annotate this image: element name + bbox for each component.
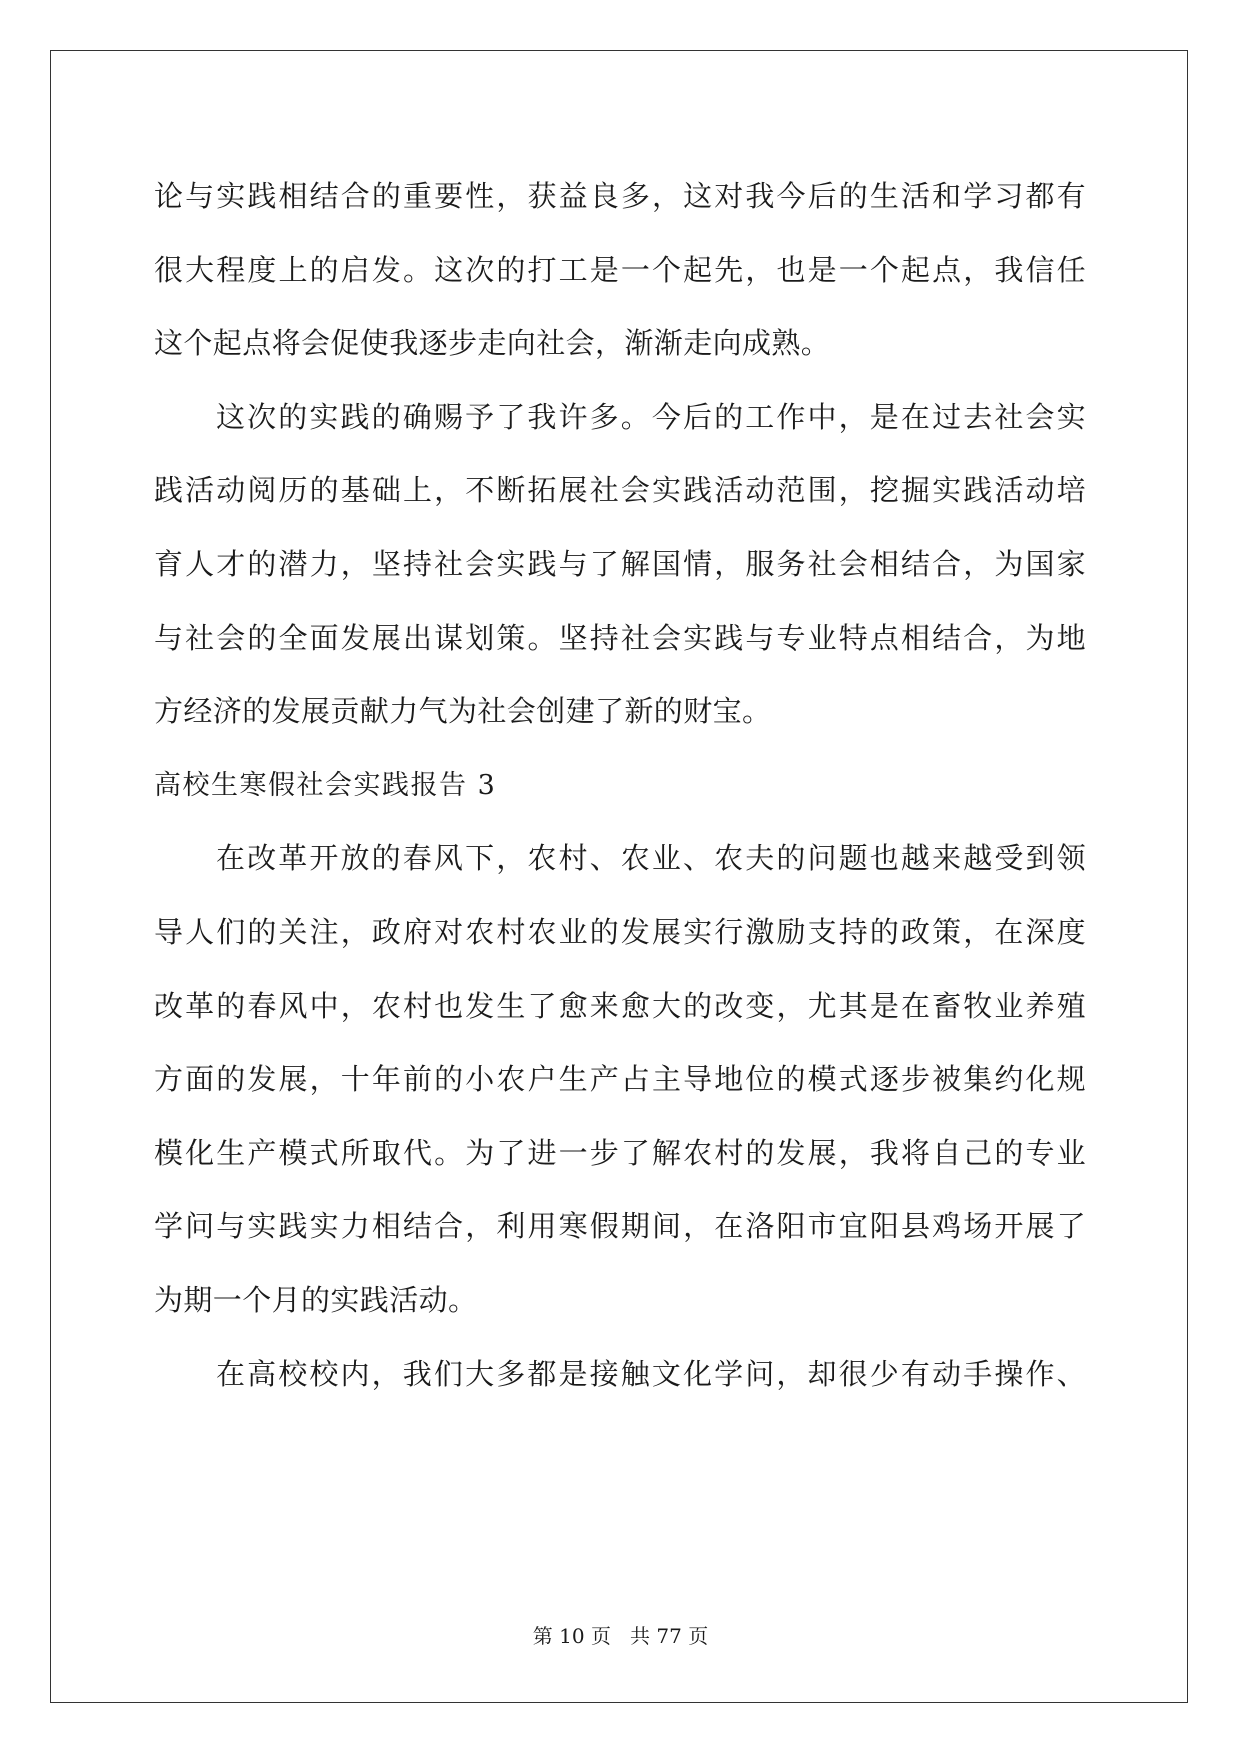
text-line: 导人们的关注，政府对农村农业的发展实行激励支持的政策，在深度 — [154, 914, 1086, 949]
text-line: 在高校校内，我们大多都是接触文化学问，却很少有动手操作、 — [216, 1356, 1086, 1391]
page-footer — [0, 1620, 1241, 1649]
page-number: 第 10 页 — [532, 1624, 611, 1648]
text-line: 方面的发展，十年前的小农户生产占主导地位的模式逐步被集约化规 — [154, 1062, 1086, 1097]
text-line: 这个起点将会促使我逐步走向社会，渐渐走向成熟。 — [154, 326, 831, 361]
text-line: 在改革开放的春风下，农村、农业、农夫的问题也越来越受到领 — [216, 841, 1086, 876]
text-line: 论与实践相结合的重要性，获益良多，这对我今后的生活和学习都有 — [154, 179, 1086, 213]
document-body — [154, 160, 1086, 1411]
section-heading: 高校生寒假社会实践报告 3 — [154, 769, 497, 801]
text-line: 模化生产模式所取代。为了进一步了解农村的发展，我将自己的专业 — [154, 1135, 1086, 1170]
text-line: 这次的实践的确赐予了我许多。今后的工作中，是在过去社会实 — [216, 399, 1086, 434]
text-line: 方经济的发展贡献力气为社会创建了新的财宝。 — [154, 694, 772, 729]
text-line: 育人才的潜力，坚持社会实践与了解国情，服务社会相结合，为国家 — [154, 546, 1086, 581]
text-line: 很大程度上的启发。这次的打工是一个起先，也是一个起点，我信任 — [154, 252, 1086, 287]
text-line: 践活动阅历的基础上，不断拓展社会实践活动范围，挖掘实践活动培 — [154, 473, 1086, 508]
text-line: 学问与实践实力相结合，利用寒假期间，在洛阳市宜阳县鸡场开展了 — [154, 1209, 1086, 1244]
text-line: 改革的春风中，农村也发生了愈来愈大的改变，尤其是在畜牧业养殖 — [154, 988, 1086, 1023]
text-line: 与社会的全面发展出谋划策。坚持社会实践与专业特点相结合，为地 — [154, 620, 1086, 655]
text-line: 为期一个月的实践活动。 — [154, 1282, 478, 1317]
page-total: 共 77 页 — [630, 1624, 709, 1648]
